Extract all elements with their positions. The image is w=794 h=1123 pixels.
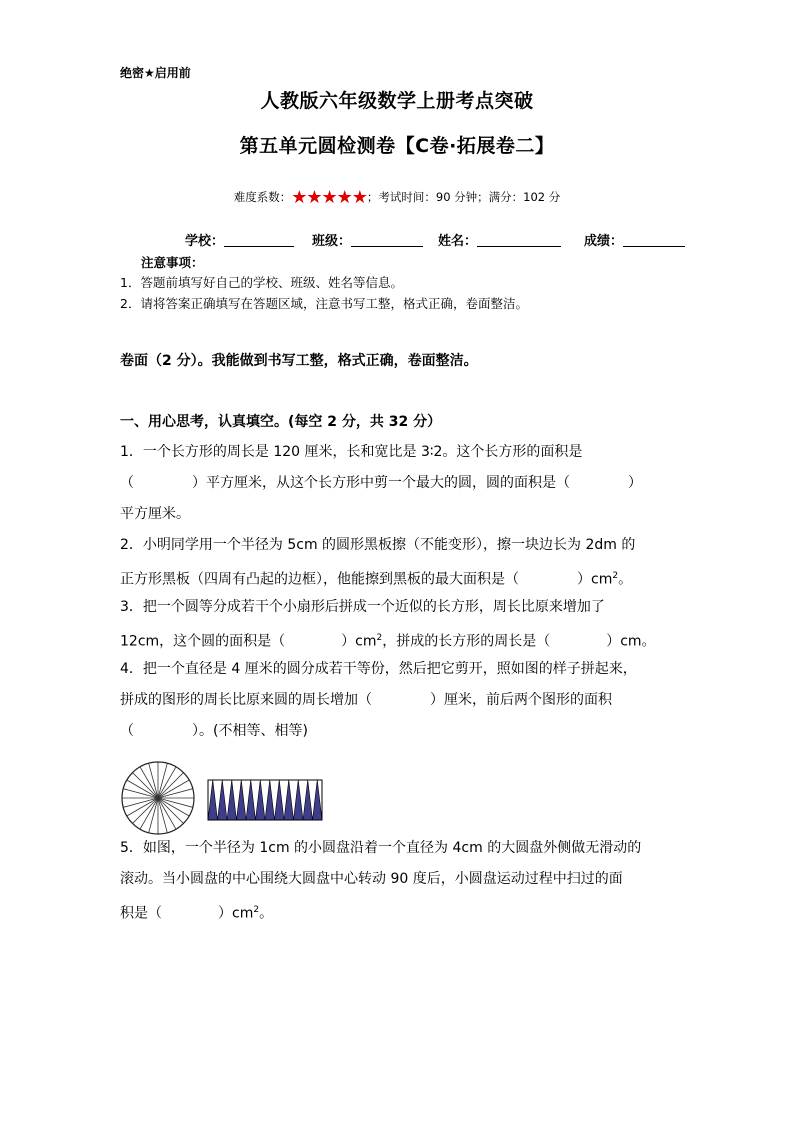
difficulty-stars: ★★★★★ [291, 187, 367, 208]
school-label: 学校： [185, 234, 225, 249]
score-field[interactable] [584, 230, 685, 249]
divided-circle-figure [118, 758, 198, 838]
sector-piece [227, 780, 237, 820]
q4-line1: 4．把一个直径是 4 厘米的圆分成若干等份，然后把它剪开，照如图的样子拼起来， [120, 661, 637, 677]
sector-piece [256, 780, 266, 820]
q4-line2: 拼成的图形的周长比原来圆的周长增加（ ）厘米，前后两个图形的面积 [120, 692, 612, 708]
sector-piece [237, 780, 247, 820]
sector-piece [284, 780, 294, 820]
q1-line1: 1．一个长方形的周长是 120 厘米，长和宽比是 3∶2。这个长方形的面积是 [120, 444, 583, 460]
sector-piece [208, 780, 218, 820]
q5-line3: 积是（ ）$cm^2$。 [120, 905, 274, 922]
sector-piece [246, 780, 256, 820]
q3-line1: 3．把一个圆等分成若干个小扇形后拼成一个近似的长方形，周长比原来增加了 [120, 599, 605, 615]
rearranged-sectors-figure [207, 778, 323, 822]
notice-heading: 注意事项： [141, 255, 204, 270]
q2-line1: 2．小明同学用一个半径为 5cm 的圆形黑板擦（不能变形），擦一块边长为 2dm 的 [120, 537, 636, 553]
q4-line3: （ ）。(不相等、相等) [120, 723, 308, 739]
class-label: 班级： [312, 234, 352, 249]
q1-line2: （ ）平方厘米，从这个长方形中剪一个最大的圆，圆的面积是（ ） [120, 475, 642, 491]
sector-piece [275, 780, 285, 820]
school-field[interactable] [185, 230, 294, 249]
notice-item: 2．请将答案正确填写在答题区域，注意书写工整，格式正确，卷面整洁。 [120, 296, 528, 311]
sector-piece [303, 780, 313, 820]
sector-piece [265, 780, 275, 820]
page-title: 人教版六年级数学上册考点突破 [260, 90, 534, 112]
name-label: 姓名： [438, 234, 478, 249]
score-label: 成绩： [584, 234, 624, 249]
exam-meta [0, 187, 794, 208]
q1-line3: 平方厘米。 [120, 506, 190, 522]
q5-line1: 5．如图，一个半径为 1cm 的小圆盘沿着一个直径为 4cm 的大圆盘外侧做无滑动的 [120, 840, 642, 856]
name-field[interactable] [438, 230, 561, 249]
confidential-label: 绝密★启用前 [120, 66, 191, 80]
sector-piece [313, 780, 323, 820]
neatness-note: 卷面（2 分）。我能做到书写工整，格式正确，卷面整洁。 [120, 353, 478, 369]
q2-line2: 正方形黑板（四周有凸起的边框），他能擦到黑板的最大面积是（ ）$cm^2$。 [120, 571, 633, 588]
exam-time: ；考试时间：90 分钟；满分：102 分 [366, 190, 561, 204]
notice-item: 1．答题前填写好自己的学校、班级、姓名等信息。 [120, 275, 403, 290]
class-field[interactable] [312, 230, 423, 249]
q5-line2: 滚动。当小圆盘的中心围绕大圆盘中心转动 90 度后，小圆盘运动过程中扫过的面 [120, 871, 623, 887]
difficulty-label: 难度系数： [233, 190, 292, 204]
section-heading: 一、用心思考，认真填空。(每空 2 分，共 32 分） [120, 414, 442, 430]
sector-piece [294, 780, 304, 820]
sector-piece [218, 780, 228, 820]
q3-line2: 12cm，这个圆的面积是（ ）$cm^2$，拼成的长方形的周长是（ ）cm。 [120, 633, 656, 650]
page-subtitle: 第五单元圆检测卷【C卷·拓展卷二】 [239, 135, 555, 157]
